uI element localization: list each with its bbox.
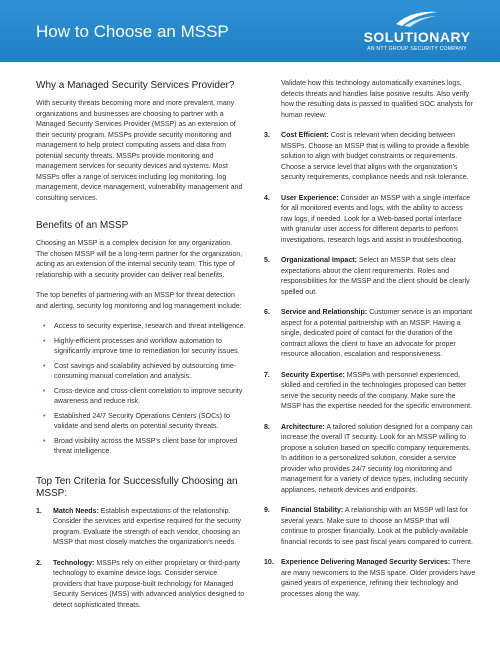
criteria-title: Match Needs: — [53, 507, 99, 515]
benefits-paragraph-1: Choosing an MSSP is a complex decision for any organization. The chosen MSSP will be a long-term partner for the organization, acting as an extension of the internal security team. This type of relationship with a security provider can deliver real benefits. — [36, 240, 243, 279]
criteria-item — [264, 256, 476, 298]
solutionary-logo — [362, 6, 472, 58]
criteria-item — [264, 506, 476, 548]
logo-swoosh-icon — [394, 8, 440, 28]
criteria-item — [36, 559, 246, 612]
criteria-title: Service and Relationship: — [281, 309, 368, 316]
benefits-heading: Benefits of an MSSP — [36, 220, 129, 231]
criteria-number: 3. — [264, 132, 270, 139]
criteria-text: A relationship with an MSSP will last for several years. Make sure to choose an MSSP that will continue to prosper financially. Look at the publicly-available financial records to see past fiscal years compared to current. — [281, 507, 473, 546]
criteria-item — [264, 423, 476, 497]
criteria-list-left — [36, 507, 246, 612]
criteria-number: 8. — [264, 423, 270, 431]
left-column — [36, 80, 246, 621]
criteria-number: 6. — [264, 309, 270, 316]
list-item: • Highly-efficient processes and workflow automation to significantly improve time to remediation for security issues. — [54, 337, 246, 358]
criteria-number: 5. — [264, 257, 270, 264]
criteria-number: 1. — [36, 507, 42, 515]
why-paragraph: With security threats becoming more and more prevalent, many organizations and businesses are choosing to partner with a Managed Security Services Provider (MSSP) as an extension of their security program. MSSPs provide security monitoring and management to help protect computing assets and data from potential security threats. MSSPs provide monitoring and management services for security devices and systems. Most MSSPs offer a range of services including log monitoring, log management, device management, vulnerability management and consulting services. — [36, 100, 243, 202]
criteria-title: Architecture: — [281, 423, 325, 431]
criteria-text: Cost is relevant when deciding between MSSPs. Choose an MSSP that is willing to provide a flexible solution to align with budget constraints or requirements. Choose a service level that aligns with the organization’s security requirements, compliance needs and risk tolerance. — [281, 132, 469, 181]
criteria-item — [264, 131, 476, 184]
criteria-title: Experience Delivering Managed Security Services: — [281, 559, 451, 566]
logo-name: SOLUTIONARY — [363, 29, 471, 45]
list-item: • Access to security expertise, research and threat intelligence. — [54, 322, 246, 333]
criteria-item — [264, 558, 476, 600]
criteria-item — [264, 371, 476, 413]
list-item: • Cost savings and scalability achieved by outsourcing time-consuming manual correlation and analysis. — [54, 362, 246, 383]
criteria-title: Technology: — [53, 559, 95, 567]
criteria-text: A tailored solution designed for a company can increase the overall IT security. Look for an MSSP willing to propose a solution based on specific company requirements. In addition to a personalized solution, consider a service provider who provides 24/7 security log monitoring and management for a variety of device types, including security appliances, network devices and endpoints. — [281, 423, 473, 494]
technology-continuation: Validate how this technology automatically examines logs, detects threats and handles false positive results. Also verify how the resulting data is passed to qualified SOC analysts for human review. — [281, 80, 473, 119]
list-item: • Cross-device and cross-client correlation to improve security awareness and reduce risk. — [54, 387, 246, 408]
criteria-title: User Experience: — [281, 194, 339, 202]
criteria-text: MSSPs with personnel experienced, skilled and certified in the technologies proposed can better serve the security needs of the company. Make sure the MSSP has the expertise needed for the specific environment. — [281, 371, 473, 410]
benefits-paragraph-2: The top benefits of partnering with an MSSP for threat detection and alerting, security log monitoring and log management include: — [36, 292, 242, 310]
criteria-text: Consider an MSSP with a single interface for all monitored events and logs, with the ability to access raw logs, if needed. Look for a Web-based portal interface with granular user access for different departs to perform investigations, research logs and assist in troubleshooting. — [281, 194, 471, 244]
criteria-title: Financial Stability: — [281, 507, 344, 514]
criteria-text: Customer service is an important aspect for a potential partnership with an MSSP. Having a single, dedicated point of contact for the duration of the contract allows the client to have an advocate for proper resource allocation, escalation and responsiveness. — [281, 309, 473, 358]
benefits-list — [36, 322, 246, 458]
criteria-item — [264, 194, 476, 247]
list-item: • Established 24/7 Security Operations Centers (SOCs) to validate and send alerts on potential security threats. — [54, 412, 246, 433]
criteria-text: Establish expectations of the relationship. Consider the services and expertise required for the security program. Evaluate the strength of each vendor, choosing an MSSP that most closely matches the organization’s needs. — [53, 507, 242, 546]
criteria-title: Organizational Impact: — [281, 257, 357, 264]
criteria-text: MSSPs rely on either proprietary or third-party technology to examine device logs. Consider service providers that have purpose-built technology for Managed Security Services (MSS) with advanced analytics designed to detect sophisticated threats. — [53, 559, 245, 609]
criteria-list-right — [264, 131, 476, 600]
criteria-number: 10. — [264, 559, 274, 566]
criteria-text: There are many newcomers to the MSS space. Older providers have gained years of experience, refining their technology and processes along the way. — [281, 559, 476, 598]
criteria-title: Security Expertise: — [281, 371, 345, 379]
criteria-text: Select an MSSP that sets clear expectations about the client requirements. Roles and responsibilities for the MSSP and the client should be clearly spelled out. — [281, 257, 470, 296]
criteria-title: Cost Efficient: — [281, 132, 329, 139]
criteria-item — [264, 308, 476, 361]
why-heading: Why a Managed Security Services Provider? — [36, 80, 235, 91]
criteria-number: 9. — [264, 507, 270, 514]
page-title: How to Choose an MSSP — [36, 22, 229, 41]
criteria-number: 2. — [36, 559, 42, 567]
list-item: • Broad visibility across the MSSP’s client base for improved threat intelligence. — [54, 437, 246, 458]
logo-tagline: AN NTT GROUP SECURITY COMPANY — [367, 46, 467, 52]
criteria-number: 4. — [264, 194, 270, 202]
criteria-number: 7. — [264, 371, 270, 379]
right-column — [264, 79, 476, 610]
criteria-heading: Top Ten Criteria for Successfully Choosing an MSSP: — [36, 475, 238, 499]
criteria-item — [36, 507, 246, 549]
page-header — [0, 0, 500, 62]
